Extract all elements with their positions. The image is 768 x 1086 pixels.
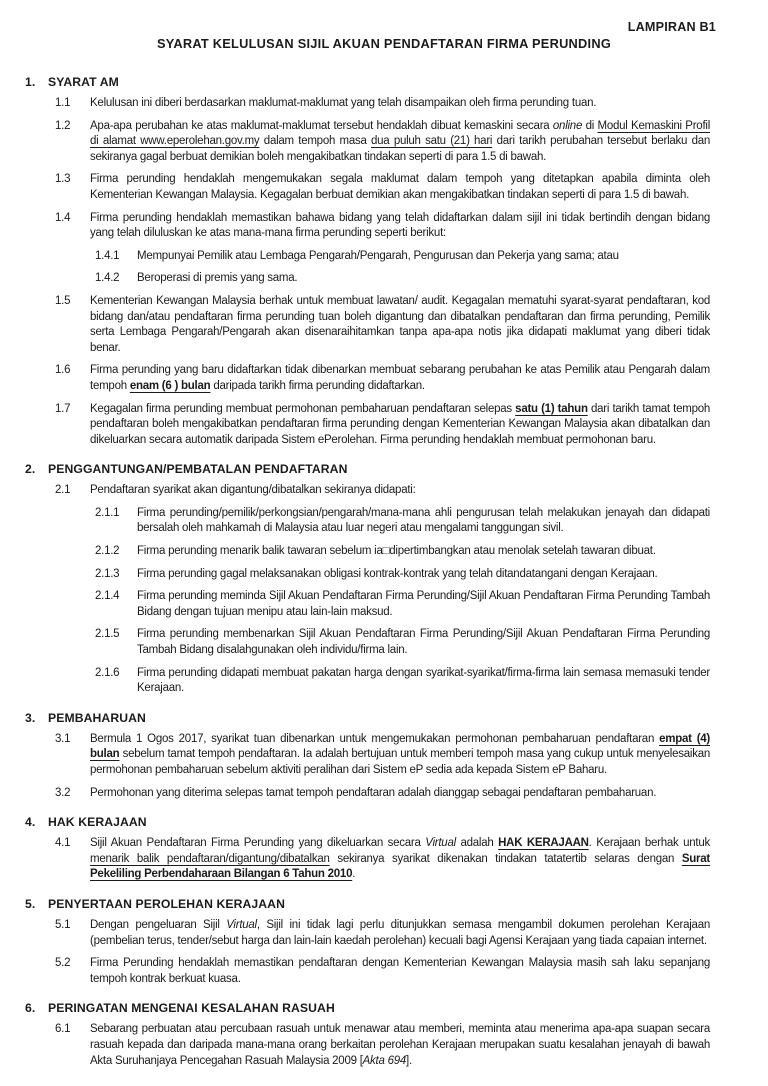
clause-1.7 (25, 402, 710, 449)
clause-text (90, 956, 710, 987)
clause-text (90, 172, 710, 203)
section-6 (25, 1001, 710, 1069)
text-run: Firma Perunding hendaklah memastikan pendaftaran dengan Kementerian Kewangan Malaysia masih sah laku sepanjang tempoh kontrak berkuat kuasa. (90, 957, 710, 985)
clause-2.1.4 (25, 589, 710, 620)
section-number: 4. (25, 815, 36, 830)
text-run: Firma perunding membenarkan Sijil Akuan Pendaftaran Firma Perunding/Sijil Akuan Pendaftaran Firma Perunding Tambah Bidang disalahgunakan oleh individu/firma lain. (137, 628, 710, 657)
section-heading (25, 815, 710, 829)
clause-1.4.1 (25, 249, 710, 265)
clause-text (90, 363, 710, 394)
clause-number: 5.2 (55, 957, 71, 970)
clause-text (90, 836, 710, 883)
clause-number: 2.1.2 (95, 545, 120, 558)
clause-number: 2.1.4 (95, 590, 120, 603)
text-run: enam (6 ) bulan (129, 379, 211, 392)
text-run: Kegagalan firma perunding membuat permohonan pembaharuan pendaftaran selepas (90, 402, 516, 415)
clause-text (90, 732, 710, 779)
clause-number: 1.3 (55, 173, 71, 186)
text-run: Bermula 1 Ogos 2017, syarikat tuan dibenarkan untuk mengemukakan permohonan pembaharuan pendaftaran (90, 732, 660, 745)
clause-2.1.6 (25, 666, 710, 697)
clause-number: 2.1 (55, 484, 71, 497)
clause-number: 2.1.1 (95, 506, 120, 519)
section-number: 3. (25, 710, 36, 725)
text-run: Firma perunding hendaklah memastikan bahawa bidang yang telah didaftarkan dalam sijil ini tidak bertindih dengan bidang yang telah diluluskan ke atas mana-mana firma perunding seperti berikut: (90, 211, 710, 240)
text-run: HAK KERAJAAN (498, 837, 589, 850)
clause-number: 3.1 (55, 732, 71, 745)
clause-text (137, 627, 710, 658)
text-run: Mempunyai Pemilik atau Lembaga Pengarah/Pengarah, Pengurusan dan Pekerja yang sama; atau (137, 249, 619, 262)
section-2 (25, 462, 710, 697)
text-run: Sebarang perbuatan atau percubaan rasuah untuk menawar atau memberi, meminta atau menerima apa-apa suapan secara rasuah kepada dan daripada mana-mana orang berkaitan perolehan Kerajaan merupakan suatu kesalahan jenayah di bawah Akta Suruhanjaya Pencegahan Rasuah Malaysia 2009 [ (90, 1023, 710, 1067)
clause-1.1 (25, 96, 710, 112)
section-title: PENGGANTUNGAN/PEMBATALAN PENDAFTARAN (48, 462, 348, 477)
page-title: SYARAT KELULUSAN SIJIL AKUAN PENDAFTARAN FIRMA PERUNDING (156, 36, 612, 51)
text-run: Virtual (226, 918, 257, 931)
clause-number: 2.1.3 (95, 567, 120, 580)
clause-6.1 (25, 1022, 710, 1069)
document-body (25, 75, 710, 1069)
clause-2.1.2 (25, 544, 710, 560)
clause-text (90, 1022, 710, 1069)
section-3 (25, 711, 710, 801)
clause-text (137, 544, 710, 560)
section-title: PEMBAHARUAN (48, 710, 146, 725)
text-run: daripada tarikh firma perunding didaftarkan. (210, 379, 425, 392)
clause-5.2 (25, 956, 710, 987)
text-run: ]. (406, 1054, 412, 1067)
clause-number: 1.7 (55, 402, 71, 415)
text-run: Apa-apa perubahan ke atas maklumat-maklumat tersebut hendaklah dibuat kemaskini secara (90, 119, 553, 132)
clause-number: 1.4.1 (95, 249, 120, 262)
text-run: empat (4) bulan (90, 732, 711, 761)
clause-3.2 (25, 786, 710, 802)
text-run: . (352, 868, 356, 881)
clause-text (90, 402, 710, 449)
text-run: Surat Pekeliling Perbendaharaan Bilangan 6 Tahun 2010 (90, 852, 710, 881)
section-title: PENYERTAAN PEROLEHAN KERAJAAN (48, 896, 285, 911)
section-heading (25, 897, 710, 911)
clause-text (137, 666, 710, 697)
text-run: Firma perunding meminda Sijil Akuan Pendaftaran Firma Perunding/Sijil Akuan Pendaftaran Firma Perunding Tambah Bidang dengan tujuan menipu atau lain-lain maksud. (137, 590, 710, 618)
clause-2.1 (25, 483, 710, 499)
text-run: Firma perunding gagal melaksanakan obligasi kontrak-kontrak yang telah ditandatangani dengan Kerajaan. (137, 567, 658, 580)
text-run: dua puluh satu (21) hari (371, 135, 493, 148)
clause-text (137, 567, 710, 583)
clause-4.1 (25, 836, 710, 883)
text-run: adalah (455, 837, 499, 850)
clause-1.2 (25, 119, 710, 166)
text-run: Akta 694 (362, 1054, 407, 1067)
text-run: sekiranya syarikat dikenakan tindakan tatatertib selaras dengan (329, 852, 682, 865)
section-title: HAK KERAJAAN (48, 815, 147, 830)
text-run: Kelulusan ini diberi berdasarkan maklumat-maklumat yang telah disampaikan oleh firma perunding tuan. (90, 97, 597, 109)
text-run: Firma perunding/pemilik/perkongsian/pengarah/mana-mana ahli pengurusan telah melakukan jenayah dan didapati bersalah oleh mahkamah di Malaysia atau luar negeri atau mengalami tanggungan sivil. (137, 506, 710, 535)
text-run: Firma perunding yang baru didaftarkan tidak dibenarkan membuat sebarang perubahan ke atas Pemilik atau Pengarah dalam tempoh (90, 364, 710, 392)
section-heading (25, 1001, 710, 1015)
clause-5.1 (25, 918, 710, 949)
section-heading (25, 462, 710, 476)
text-run: Kementerian Kewangan Malaysia berhak untuk membuat lawatan/ audit. Kegagalan mematuhi syarat-syarat pendaftaran, kod bidang dan/atau pendaftaran firma perunding tuan boleh digantung dan dibatalkan pendaftaran dan firma perunding, Pemilik serta Lembaga Pengarah/Pengarah akan disenaraihitamkan tanpa apa-apa notis jika didapati maklumat yang diberi tidak benar. (90, 294, 710, 354)
section-5 (25, 897, 710, 987)
clause-text (90, 96, 710, 112)
clause-number: 2.1.6 (95, 666, 120, 679)
clause-number: 1.1 (55, 97, 71, 109)
section-number: 2. (25, 462, 36, 477)
text-run: sebelum tamat tempoh pendaftaran. Ia adalah bertujuan untuk memberi tempoh masa yang cukup untuk menyelesaikan permohonan pembaharuan sebelum aktiviti peralihan dari Sistem eP sedia ada kepada Sistem eP Baharu. (90, 748, 710, 776)
text-run: online (552, 119, 583, 132)
text-run: Permohonan yang diterima selepas tamat tempoh pendaftaran adalah dianggap sebagai pendaftaran pembaharuan. (90, 786, 657, 799)
text-run: dari tarikh tamat tempoh pendaftaran boleh mengakibatkan pendaftaran firma perunding dengan Kementerian Kewangan Malaysia akan dibatalkan dan dikeluarkan secara automatik daripada Sistem ePerolehan. Firma perunding hendaklah membuat permohonan baru. (90, 402, 711, 446)
clause-1.4.2 (25, 271, 710, 287)
clause-1.5 (25, 294, 710, 356)
clause-number: 1.5 (55, 294, 71, 307)
clause-text (90, 918, 710, 949)
clause-text (137, 589, 710, 620)
section-1 (25, 75, 710, 448)
text-run: Pendaftaran syarikat akan digantung/dibatalkan sekiranya didapati: (90, 484, 416, 497)
text-run: Firma perunding hendaklah mengemukakan segala maklumat dalam tempoh yang ditetapkan apabila diminta oleh Kementerian Kewangan Malaysia. Kegagalan berbuat demikian akan mengakibatkan tindakan seperti di para 1.5 di bawah. (90, 173, 710, 201)
clause-number: 4.1 (55, 837, 71, 850)
clause-text (90, 294, 710, 356)
text-run: menarik balik pendaftaran/digantung/dibatalkan (90, 852, 330, 865)
text-run: , Sijil ini tidak lagi perlu ditunjukkan semasa mengambil dokumen perolehan Kerajaan (pembelian terus, tender/sebut harga dan lain-lain kaedah perolehan) kecuali bagi Agensi Kerajaan yang tiada capaian internet. (90, 918, 710, 947)
document-header (0, 20, 768, 51)
clause-2.1.3 (25, 567, 710, 583)
clause-1.3 (25, 172, 710, 203)
text-run: dari tarikh perubahan tersebut berlaku dan sekiranya gagal berbuat demikian boleh mengakibatkan tindakan seperti di para 1.5 di bawah. (90, 135, 711, 163)
text-run: Beroperasi di premis yang sama. (137, 272, 298, 285)
clause-2.1.5 (25, 627, 710, 658)
section-number: 6. (25, 1001, 36, 1016)
text-run: Firma perunding menarik balik tawaran sebelum ia□dipertimbangkan atau menolak setelah tawaran dibuat. (137, 545, 656, 558)
text-run: satu (1) tahun (515, 402, 588, 415)
clause-text (137, 249, 710, 265)
clause-number: 1.6 (55, 364, 71, 377)
section-number: 5. (25, 896, 36, 911)
section-number: 1. (25, 75, 36, 89)
clause-text (90, 786, 710, 802)
text-run: Sijil Akuan Pendaftaran Firma Perunding yang dikeluarkan secara (90, 837, 426, 850)
clause-2.1.1 (25, 506, 710, 537)
text-run: dalam tempoh masa (259, 135, 371, 148)
clause-number: 6.1 (55, 1023, 71, 1036)
clause-1.6 (25, 363, 710, 394)
section-4 (25, 815, 710, 883)
text-run: Modul Kemaskini Profil di alamat www.eperolehan.gov.my (90, 119, 711, 148)
clause-number: 2.1.5 (95, 628, 120, 641)
section-title: SYARAT AM (48, 75, 119, 89)
clause-3.1 (25, 732, 710, 779)
clause-number: 5.1 (55, 918, 71, 931)
clause-number: 1.4 (55, 211, 71, 224)
clause-1.4 (25, 211, 710, 242)
section-heading (25, 711, 710, 725)
text-run: Firma perunding didapati membuat pakatan harga dengan syarikat-syarikat/firma-firma lain semasa memasuki tender Kerajaan. (137, 666, 710, 695)
clause-number: 3.2 (55, 786, 71, 799)
section-heading (25, 75, 710, 89)
clause-number: 1.2 (55, 119, 71, 132)
clause-text (90, 211, 710, 242)
clause-number: 1.4.2 (95, 272, 120, 285)
appendix-label: LAMPIRAN B1 (627, 20, 716, 34)
text-run: Virtual (425, 837, 456, 850)
clause-text (137, 506, 710, 537)
text-run: di (582, 119, 598, 132)
clause-text (90, 119, 710, 166)
section-title: PERINGATAN MENGENAI KESALAHAN RASUAH (48, 1001, 335, 1016)
clause-text (137, 271, 710, 287)
text-run: . Kerajaan berhak untuk (588, 837, 710, 850)
text-run: Dengan pengeluaran Sijil (90, 918, 227, 931)
clause-text (90, 483, 710, 499)
